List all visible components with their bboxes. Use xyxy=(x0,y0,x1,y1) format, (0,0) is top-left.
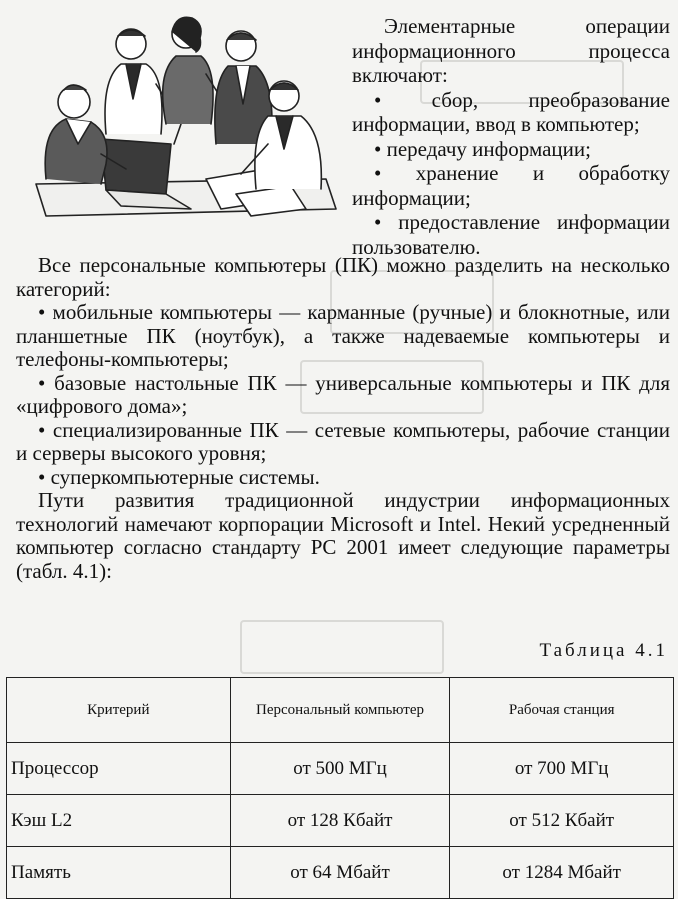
table-row xyxy=(7,795,674,847)
table-caption: Таблица 4.1 xyxy=(539,640,668,661)
table-row xyxy=(7,743,674,795)
cell-pc: от 128 Кбайт xyxy=(230,795,450,847)
header-workstation: Рабочая станция xyxy=(450,678,674,743)
cell-pc: от 500 МГц xyxy=(230,743,450,795)
category-item: • специализированные ПК — сетевые компьютеры, рабочие станции и серверы высокого уровня; xyxy=(16,417,670,465)
category-item: • базовые настольные ПК — универсальные компьютеры и ПК для «цифрового дома»; xyxy=(16,370,670,418)
cell-criterion: Кэш L2 xyxy=(7,795,231,847)
intro-bullet: • передачу информации; xyxy=(374,136,591,161)
body-text xyxy=(16,254,670,583)
table-header-row xyxy=(7,678,674,743)
category-item: • суперкомпьютерные системы. xyxy=(38,464,320,489)
cell-criterion: Память xyxy=(7,847,231,899)
header-criterion: Критерий xyxy=(7,678,231,743)
intro-bullet: • предоставление информации пользователю. xyxy=(352,210,670,259)
pc2001-paragraph: Пути развития традиционной индустрии информационных технологий намечают корпорации Microsoft и Intel. Некий усредненный компьютер согласно стандарту PC 2001 имеет следующие параметры (табл. 4.1): xyxy=(16,488,670,583)
bleed-through-box xyxy=(240,620,444,674)
header-pc: Персональный компьютер xyxy=(230,678,450,743)
cell-criterion: Процессор xyxy=(7,743,231,795)
intro-bullet: • хранение и обработку информации; xyxy=(352,161,670,210)
cell-workstation: от 512 Кбайт xyxy=(450,795,674,847)
cell-workstation: от 700 МГц xyxy=(450,743,674,795)
cell-pc: от 64 Мбайт xyxy=(230,847,450,899)
category-item: • мобильные компьютеры — карманные (ручные) и блокнотные, или планшетные ПК (ноутбук), а также надеваемые компьютеры и телефоны-компьютеры; xyxy=(16,300,670,371)
team-illustration xyxy=(6,4,346,244)
pc-categories-paragraph: Все персональные компьютеры (ПК) можно разделить на несколько категорий: xyxy=(16,253,670,301)
cell-workstation: от 1284 Мбайт xyxy=(450,847,674,899)
specs-table xyxy=(6,677,674,899)
intro-lead: Элементарные операции информационного процесса включают: xyxy=(352,14,670,87)
table-row xyxy=(7,847,674,899)
intro-text xyxy=(352,14,670,259)
intro-bullet: • сбор, преобразование информации, ввод в компьютер; xyxy=(352,87,670,136)
